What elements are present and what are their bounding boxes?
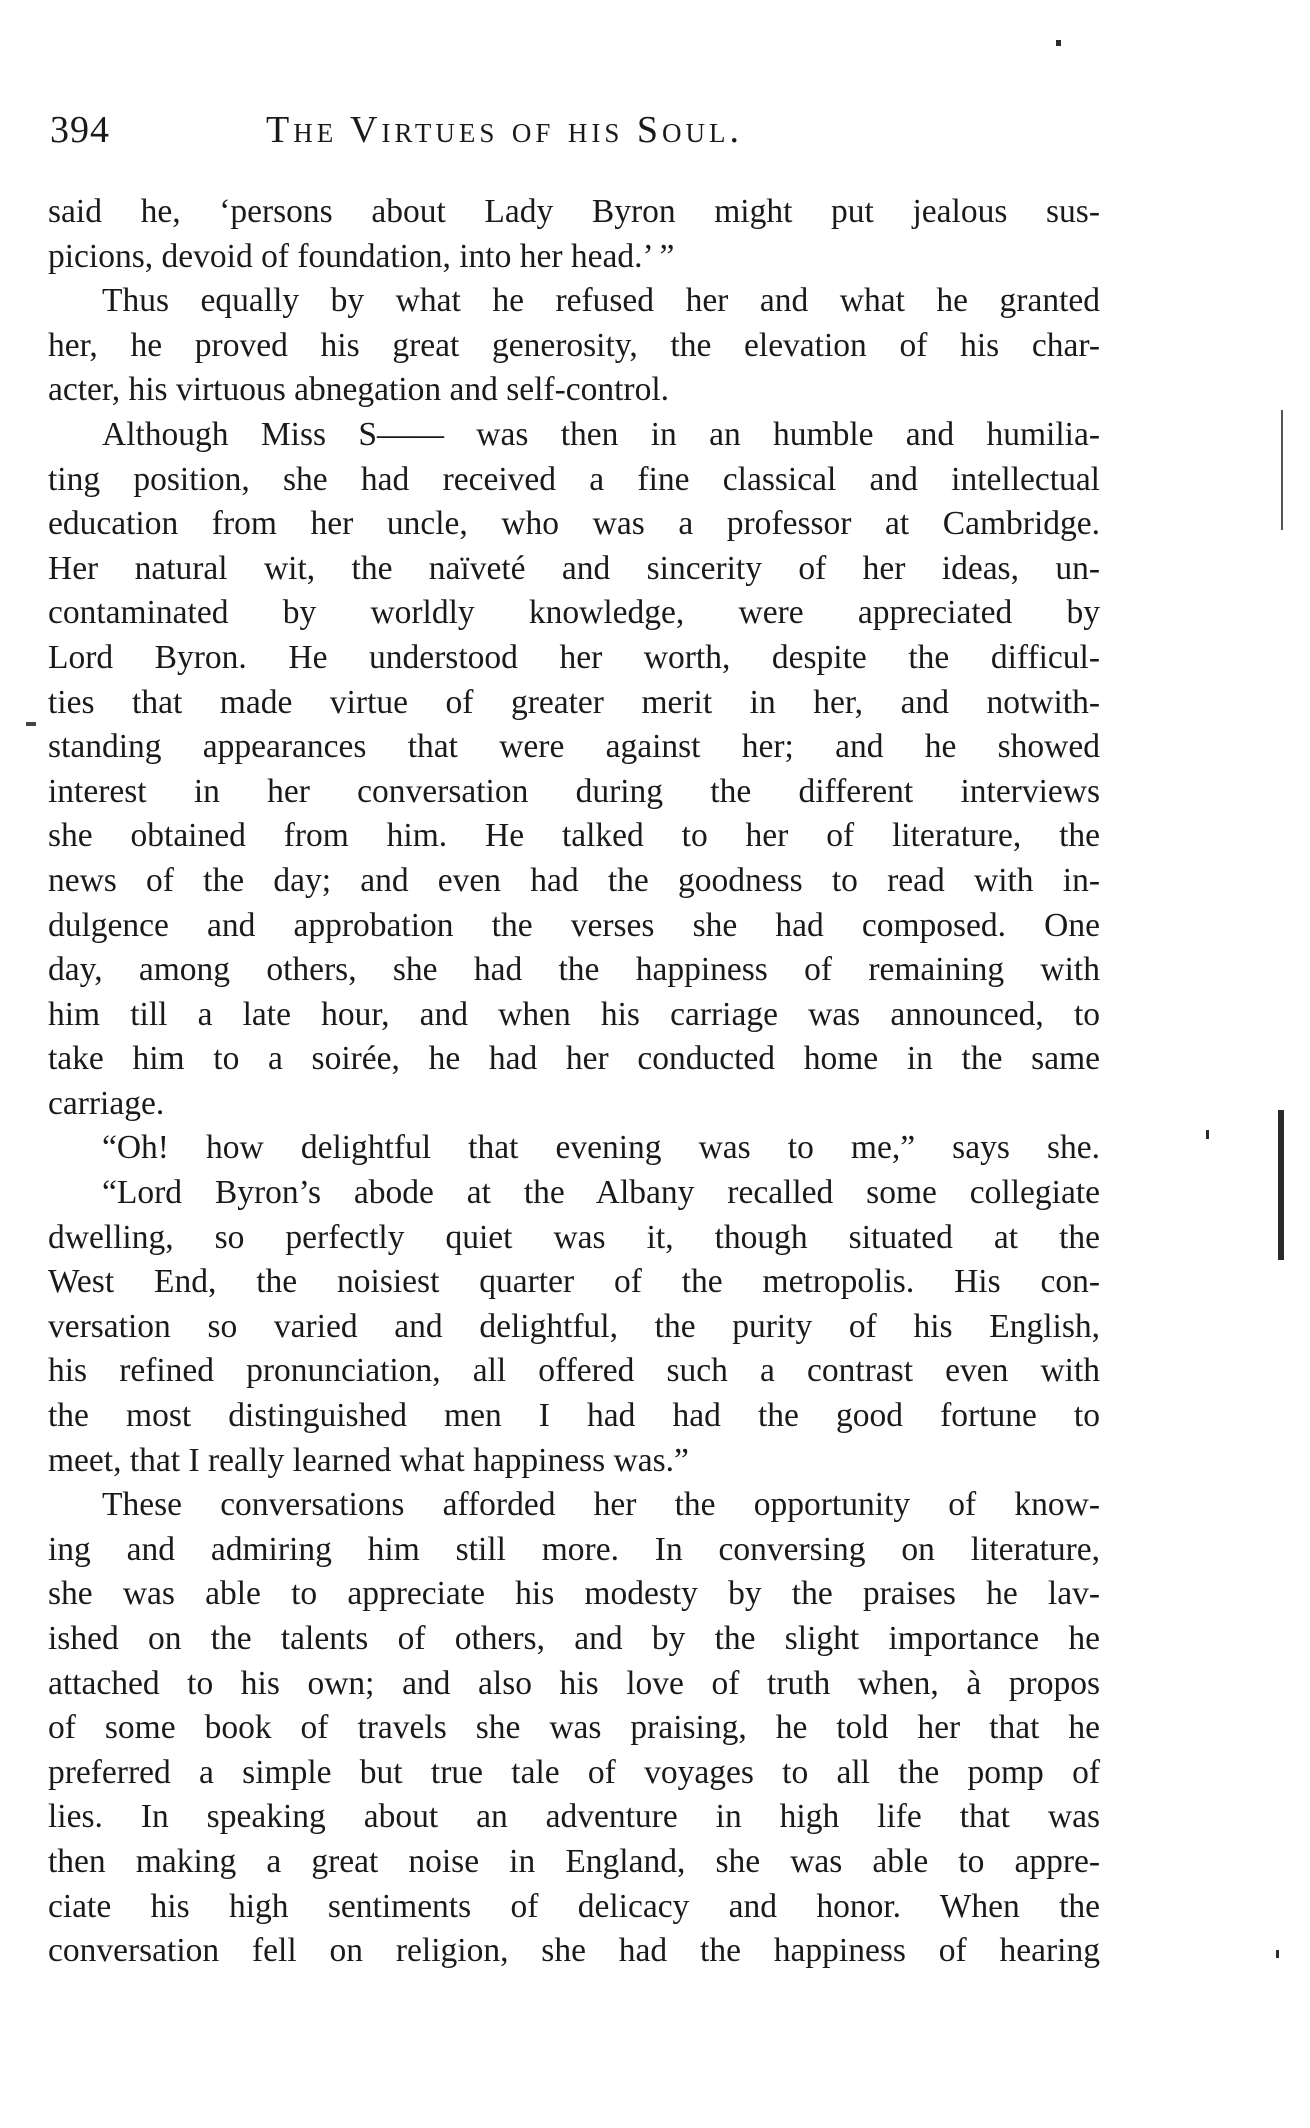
text-line: then making a great noise in England, she was able to appre- (48, 1842, 1100, 1880)
text-line: “Lord Byron’s abode at the Albany recalled some collegiate (102, 1174, 1100, 1212)
text-line: his refined pronunciation, all offered such a contrast even with (48, 1352, 1100, 1390)
text-line: “Oh! how delightful that evening was to me,” says she. (102, 1129, 1100, 1167)
page-number: 394 (50, 109, 110, 151)
text-line: preferred a simple but true tale of voyages to all the pomp of (48, 1753, 1100, 1791)
text-line: dwelling, so perfectly quiet was it, though situated at the (48, 1218, 1100, 1256)
text-line: conversation fell on religion, she had the happiness of hearing (48, 1932, 1100, 1970)
scan-mark (26, 722, 36, 726)
text-line: day, among others, she had the happiness of remaining with (48, 951, 1100, 989)
text-line: Lord Byron. He understood her worth, despite the difficul- (48, 638, 1100, 676)
text-line: ing and admiring him still more. In conversing on literature, (48, 1530, 1100, 1568)
text-line: Her natural wit, the naïveté and sincerity of her ideas, un- (48, 549, 1100, 587)
text-line: she was able to appreciate his modesty by the praises he lav- (48, 1575, 1100, 1613)
text-line: take him to a soirée, he had her conducted home in the same (48, 1040, 1100, 1078)
text-line: ting position, she had received a fine classical and intellectual (48, 460, 1100, 498)
text-line: Thus equally by what he refused her and what he granted (102, 282, 1100, 320)
text-line: contaminated by worldly knowledge, were appreciated by (48, 594, 1100, 632)
running-title: The Virtues of his Soul. (266, 109, 743, 151)
scan-mark (1278, 1110, 1284, 1260)
body-text (48, 190, 1100, 1974)
text-line: her, he proved his great generosity, the elevation of his char- (48, 326, 1100, 364)
text-line: of some book of travels she was praising, he told her that he (48, 1709, 1100, 1747)
scan-mark (1276, 1950, 1279, 1958)
text-line: These conversations afforded her the opportunity of know- (102, 1486, 1100, 1524)
text-line: picions, devoid of foundation, into her head.’ ” (48, 237, 675, 275)
text-line: ties that made virtue of greater merit in her, and notwith- (48, 683, 1100, 721)
text-line: ished on the talents of others, and by the slight importance he (48, 1620, 1100, 1657)
text-line: ciate his high sentiments of delicacy and honor. When the (48, 1887, 1100, 1925)
text-line: meet, that I really learned what happiness was.” (48, 1441, 689, 1479)
text-line: education from her uncle, who was a professor at Cambridge. (48, 505, 1100, 543)
text-line: attached to his own; and also his love of truth when, à propos (48, 1664, 1100, 1702)
scan-mark (1056, 40, 1061, 46)
page-header (46, 108, 1096, 168)
text-line: West End, the noisiest quarter of the metropolis. His con- (48, 1263, 1100, 1301)
text-line: standing appearances that were against her; and he showed (48, 728, 1100, 766)
text-line: acter, his virtuous abnegation and self-control. (48, 371, 670, 409)
text-line: versation so varied and delightful, the purity of his English, (48, 1307, 1100, 1345)
text-line: carriage. (48, 1084, 165, 1122)
text-line: Although Miss S—— was then in an humble and humilia- (102, 415, 1100, 453)
text-line: lies. In speaking about an adventure in high life that was (48, 1798, 1100, 1836)
scan-mark (1281, 410, 1283, 530)
scan-mark (1206, 1130, 1209, 1139)
text-line: news of the day; and even had the goodness to read with in- (48, 861, 1100, 899)
text-line: the most distinguished men I had had the good fortune to (48, 1397, 1100, 1435)
text-line: interest in her conversation during the different interviews (48, 772, 1100, 810)
text-line: him till a late hour, and when his carriage was announced, to (48, 995, 1100, 1033)
text-line: she obtained from him. He talked to her of literature, the (48, 817, 1100, 855)
text-line: dulgence and approbation the verses she had composed. One (48, 906, 1100, 944)
text-line: said he, ‘persons about Lady Byron might put jealous sus- (48, 193, 1100, 230)
